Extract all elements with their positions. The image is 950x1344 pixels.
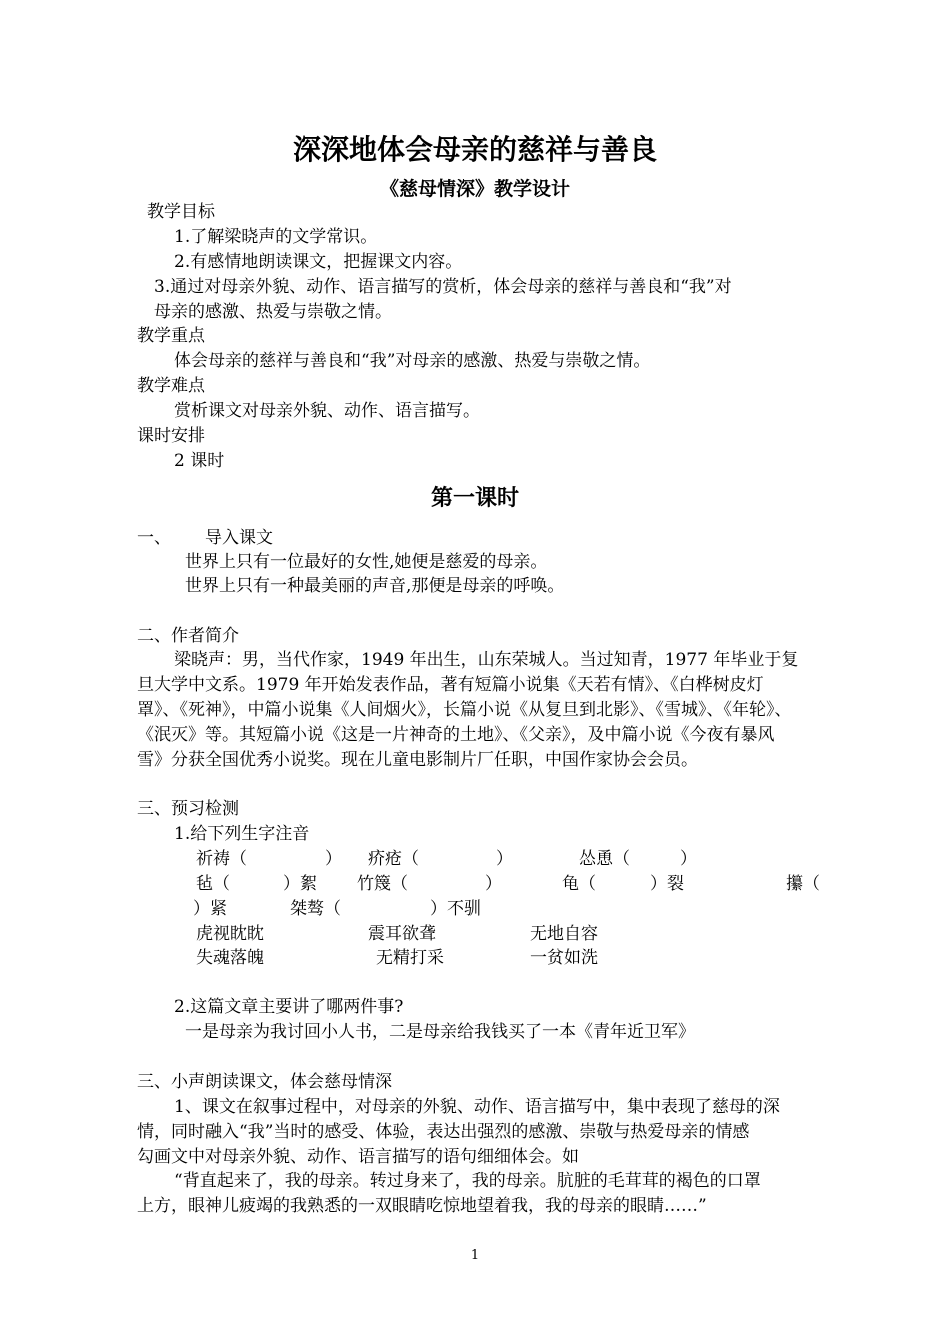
reading-line-1: 1、课文在叙事过程中，对母亲的外貌、动作、语言描写中，集中表现了慈母的深 <box>174 1097 780 1117</box>
idiom: 无地自容 <box>530 924 598 944</box>
section4-title: 三、小声朗读课文，体会慈母情深 <box>137 1072 392 1092</box>
pinyin-word: 竹篾（ <box>357 874 408 894</box>
idiom: 失魂落魄 <box>196 948 264 968</box>
question-2: 2.这篇文章主要讲了哪两件事? <box>174 997 404 1017</box>
schedule-heading: 课时安排 <box>137 426 205 446</box>
pinyin-close: ） <box>496 849 513 869</box>
pinyin-close: ）不驯 <box>430 899 481 919</box>
pinyin-close: ）絮 <box>283 874 317 894</box>
author-line-3: 罩》、《死神》，中篇小说集《人间烟火》，长篇小说《从复旦到北影》、《雪城》、《年轮》、 <box>137 700 792 720</box>
quote-line-2: 上方，眼神儿疲竭的我熟悉的一双眼睛吃惊地望着我，我的母亲的眼睛……” <box>137 1196 707 1216</box>
lesson1-heading: 第一课时 <box>430 486 519 511</box>
pinyin-word: 攥（ <box>786 874 820 894</box>
difficulty-heading: 教学难点 <box>137 376 205 396</box>
pinyin-close: ） <box>325 849 342 869</box>
author-line-2: 旦大学中文系。1979 年开始发表作品，著有短篇小说集《天若有情》、《白桦树皮灯 <box>137 675 764 695</box>
section2-title: 二、作者简介 <box>137 626 239 646</box>
section1-title: 导入课文 <box>205 528 273 548</box>
answer-2: 一是母亲为我讨回小人书，二是母亲给我钱买了一本《青年近卫军》 <box>185 1022 695 1042</box>
pinyin-close: ）裂 <box>650 874 684 894</box>
pinyin-close: ） <box>485 874 502 894</box>
pinyin-word: 毡（ <box>196 874 230 894</box>
author-line-4: 《泯灭》等。其短篇小说《这是一片神奇的土地》、《父亲》，及中篇小说《今夜有暴风 <box>137 725 775 745</box>
goal-item-1: 1.了解梁晓声的文学常识。 <box>174 227 378 247</box>
section3-title: 三、预习检测 <box>137 799 239 819</box>
idiom: 一贫如洗 <box>530 948 598 968</box>
goal-item-3-cont: 母亲的感激、热爱与崇敬之情。 <box>154 302 392 322</box>
idiom: 震耳欲聋 <box>368 924 436 944</box>
key-point-heading: 教学重点 <box>137 326 205 346</box>
pinyin-word: 桀骜（ <box>290 899 341 919</box>
pinyin-close: ） <box>680 849 697 869</box>
pinyin-close: ）紧 <box>193 899 227 919</box>
goal-item-3: 3.通过对母亲外貌、动作、语言描写的赏析，体会母亲的慈祥与善良和“我”对 <box>154 277 732 297</box>
document-subtitle: 《慈母情深》教学设计 <box>379 178 570 200</box>
question-1: 1.给下列生字注音 <box>174 824 310 844</box>
reading-line-2: 情，同时融入“我”当时的感受、体验，表达出强烈的感激、崇敬与热爱母亲的情感 <box>137 1122 750 1142</box>
pinyin-word: 龟（ <box>562 874 596 894</box>
document-title: 深深地体会母亲的慈祥与善良 <box>292 133 657 166</box>
author-line-5: 雪》分获全国优秀小说奖。现在儿童电影制片厂任职，中国作家协会会员。 <box>137 750 698 770</box>
schedule-text: 2 课时 <box>174 451 225 471</box>
pinyin-word: 祈祷（ <box>196 849 247 869</box>
idiom: 无精打采 <box>376 948 444 968</box>
goal-item-2: 2.有感情地朗读课文，把握课文内容。 <box>174 252 463 272</box>
section1-number: 一、 <box>137 528 171 548</box>
pinyin-word: 怂恿（ <box>579 849 630 869</box>
pinyin-word: 疥疮（ <box>368 849 419 869</box>
key-point-text: 体会母亲的慈祥与善良和“我”对母亲的感激、热爱与崇敬之情。 <box>174 351 651 371</box>
difficulty-text: 赏析课文对母亲外貌、动作、语言描写。 <box>174 401 480 421</box>
quote-line-1: “背直起来了，我的母亲。转过身来了，我的母亲。肮脏的毛茸茸的褐色的口罩 <box>174 1171 761 1191</box>
author-line-1: 梁晓声：男，当代作家，1949 年出生，山东荣城人。当过知青，1977 年毕业于复 <box>174 650 799 670</box>
intro-line-2: 世界上只有一种最美丽的声音,那便是母亲的呼唤。 <box>185 576 565 596</box>
intro-line-1: 世界上只有一位最好的女性,她便是慈爱的母亲。 <box>185 552 548 572</box>
goals-heading: 教学目标 <box>147 202 215 222</box>
page-number: 1 <box>470 1248 480 1263</box>
idiom: 虎视眈眈 <box>196 924 264 944</box>
reading-line-3: 勾画文中对母亲外貌、动作、语言描写的语句细细体会。如 <box>137 1147 579 1167</box>
